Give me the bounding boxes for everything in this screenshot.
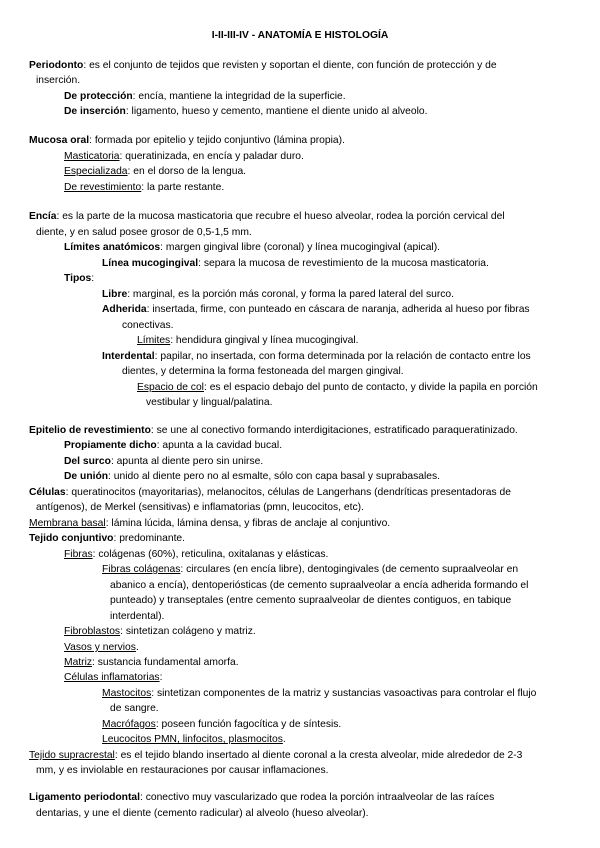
text-line [64, 547, 328, 562]
term-definition: : apunta a la cavidad bucal. [156, 440, 283, 451]
term-definition: : predominante. [113, 533, 186, 544]
bold-term: Línea mucogingival [102, 258, 199, 269]
text-line [64, 240, 440, 255]
text-line [102, 732, 286, 747]
text-line [29, 58, 497, 73]
term-definition: : hendidura gingival y línea mucogingival. [170, 335, 359, 346]
text-line [64, 271, 94, 286]
text-line [64, 104, 427, 119]
text-line [64, 149, 304, 164]
underlined-term: Matriz [64, 657, 93, 668]
term-definition: : lámina lúcida, lámina densa, y fibras de anclaje al conjuntivo. [105, 518, 391, 529]
text-line [64, 469, 440, 484]
term-definition: : queratinocitos (mayoritarias), melanocitos, células de Langerhans (dendríticas presentadoras de [65, 487, 511, 498]
line-text: interdental). [110, 611, 165, 622]
line-text: conectivas. [122, 320, 174, 331]
term-definition: : sustancia fundamental amorfa. [92, 657, 239, 668]
underlined-term: Masticatoria [64, 151, 120, 162]
bold-term: De inserción [64, 106, 126, 117]
line-text: diente, y en salud posee grosor de 0,5-1,5 mm. [36, 227, 252, 238]
bold-term: Mucosa oral [29, 135, 90, 146]
line-text: de sangre. [110, 703, 159, 714]
bold-term: Ligamento periodontal [29, 792, 140, 803]
underlined-term: Macrófagos [102, 719, 156, 730]
text-line [137, 380, 538, 395]
bold-term: Encía [29, 211, 57, 222]
text-line [29, 133, 345, 148]
text-line [64, 180, 224, 195]
text-line [122, 364, 404, 379]
underlined-term: Fibras [64, 549, 93, 560]
text-line [64, 670, 162, 685]
underlined-term: Membrana basal [29, 518, 106, 529]
term-definition: : [91, 273, 95, 284]
term-definition: : margen gingival libre (coronal) y línea mucogingival (apical). [160, 242, 441, 253]
text-line [64, 655, 239, 670]
bold-term: Adherida [102, 304, 147, 315]
term-definition: : circulares (en encía libre), dentogingivales (de cemento supraalveolar en [180, 564, 519, 575]
text-line [29, 748, 522, 763]
bold-term: De protección [64, 91, 133, 102]
text-line [102, 349, 531, 364]
bold-term: Tejido conjuntivo [29, 533, 114, 544]
bold-term: Interdental [102, 351, 155, 362]
bold-term: Del surco [64, 456, 111, 467]
underlined-term: Espacio de col [137, 382, 204, 393]
text-line [110, 701, 159, 716]
text-line [122, 318, 174, 333]
text-line [102, 562, 518, 577]
line-text: abanico a encía), dentoperiósticas (de cemento supraalveolar a encía adherida formando el [110, 580, 529, 591]
term-definition: : colágenas (60%), reticulina, oxitalanas y elásticas. [92, 549, 329, 560]
text-line [64, 454, 263, 469]
term-definition: : es el tejido blando insertado al diente coronal a la cresta alveolar, mide alrededor de 2-3 [114, 750, 523, 761]
term-definition: : unido al diente pero no al esmalte, sólo con capa basal y suprabasales. [108, 471, 441, 482]
underlined-term: Células inflamatorias [64, 672, 160, 683]
page-title: I-II-III-IV - ANATOMÍA E HISTOLOGÍA [211, 30, 389, 41]
text-line [64, 624, 256, 639]
bold-term: De unión [64, 471, 109, 482]
term-definition: : conectivo muy vascularizado que rodea la porción intraalveolar de las raíces [139, 792, 495, 803]
term-definition: : apunta al diente pero sin unirse. [110, 456, 264, 467]
underlined-term: De revestimiento [64, 182, 142, 193]
underlined-term: Leucocitos PMN, linfocitos, plasmocitos [102, 734, 283, 745]
text-line [29, 531, 185, 546]
underlined-term: Fibroblastos [64, 626, 121, 637]
text-line [102, 302, 530, 317]
text-line [146, 395, 273, 410]
line-text: vestibular y lingual/palatina. [146, 397, 273, 408]
underlined-term: Especializada [64, 166, 128, 177]
term-definition: : encía, mantiene la integridad de la superficie. [132, 91, 346, 102]
bold-term: Células [29, 487, 66, 498]
line-text: inserción. [36, 75, 81, 86]
bold-term: Límites anatómicos [64, 242, 161, 253]
term-definition: : sintetizan componentes de la matriz y sustancias vasoactivas para controlar el flujo [151, 688, 537, 699]
bold-term: Tipos [64, 273, 92, 284]
term-definition: : es la parte de la mucosa masticatoria que recubre el hueso alveolar, rodea la porción cervical del [56, 211, 505, 222]
text-line [64, 164, 246, 179]
text-line [36, 73, 80, 88]
line-text: dientes, y determina la forma festoneada del margen gingival. [122, 366, 404, 377]
text-line [64, 438, 282, 453]
term-definition: : queratinizada, en encía y paladar duro. [119, 151, 304, 162]
term-definition: : la parte restante. [141, 182, 225, 193]
text-line [102, 256, 489, 271]
text-line [64, 640, 139, 655]
text-line [29, 516, 390, 531]
term-definition: : sintetizan colágeno y matriz. [120, 626, 256, 637]
text-line [102, 717, 341, 732]
bold-term: Libre [102, 289, 128, 300]
underlined-term: Mastocitos [102, 688, 152, 699]
text-line [110, 593, 511, 608]
term-definition: : ligamento, hueso y cemento, mantiene el diente unido al alveolo. [125, 106, 428, 117]
term-definition: : poseen función fagocítica y de síntesis. [155, 719, 342, 730]
term-definition: : es el conjunto de tejidos que revisten y soportan el diente, con función de protección y de [83, 60, 497, 71]
text-line [36, 763, 328, 778]
line-text: antígenos), de Merkel (sensitivas) e inflamatorias (pmn, leucocitos, etc). [36, 502, 364, 513]
term-definition: : papilar, no insertada, con forma determinada por la relación de contacto entre los [154, 351, 531, 362]
text-line [64, 89, 346, 104]
underlined-term: Fibras colágenas [102, 564, 181, 575]
term-definition: : separa la mucosa de revestimiento de la mucosa masticatoria. [198, 258, 489, 269]
text-line [36, 500, 364, 515]
text-line [102, 287, 454, 302]
text-line [36, 225, 252, 240]
term-definition: : insertada, firme, con punteado en cáscara de naranja, adherida al hueso por fibras [146, 304, 530, 315]
term-definition: . [135, 642, 139, 653]
underlined-term: Tejido supracrestal [29, 750, 115, 761]
term-definition: . [282, 734, 286, 745]
text-line [110, 578, 528, 593]
text-line [29, 485, 511, 500]
term-definition: : formada por epitelio y tejido conjuntivo (lámina propia). [89, 135, 345, 146]
text-line [36, 806, 369, 821]
line-text: punteado) y transeptales (entre cemento supraalveolar de dientes contiguos, en tabique [110, 595, 512, 606]
bold-term: Propiamente dicho [64, 440, 157, 451]
term-definition: : marginal, es la porción más coronal, y forma la pared lateral del surco. [127, 289, 454, 300]
bold-term: Periodonto [29, 60, 84, 71]
text-line [29, 423, 518, 438]
term-definition: : [159, 672, 163, 683]
text-line [137, 333, 359, 348]
text-line [29, 790, 494, 805]
bold-term: Epitelio de revestimiento [29, 425, 151, 436]
term-definition: : es el espacio debajo del punto de contacto, y divide la papila en porción [203, 382, 538, 393]
underlined-term: Vasos y nervios [64, 642, 136, 653]
text-line [29, 209, 505, 224]
text-line [102, 686, 536, 701]
line-text: mm, y es inviolable en restauraciones por causar inflamaciones. [36, 765, 329, 776]
term-definition: : en el dorso de la lengua. [127, 166, 247, 177]
text-line [110, 609, 164, 624]
line-text: dentarias, y une el diente (cemento radicular) al alveolo (hueso alveolar). [36, 808, 369, 819]
underlined-term: Límites [137, 335, 171, 346]
term-definition: : se une al conectivo formando interdigitaciones, estratificado paraqueratinizado. [150, 425, 518, 436]
